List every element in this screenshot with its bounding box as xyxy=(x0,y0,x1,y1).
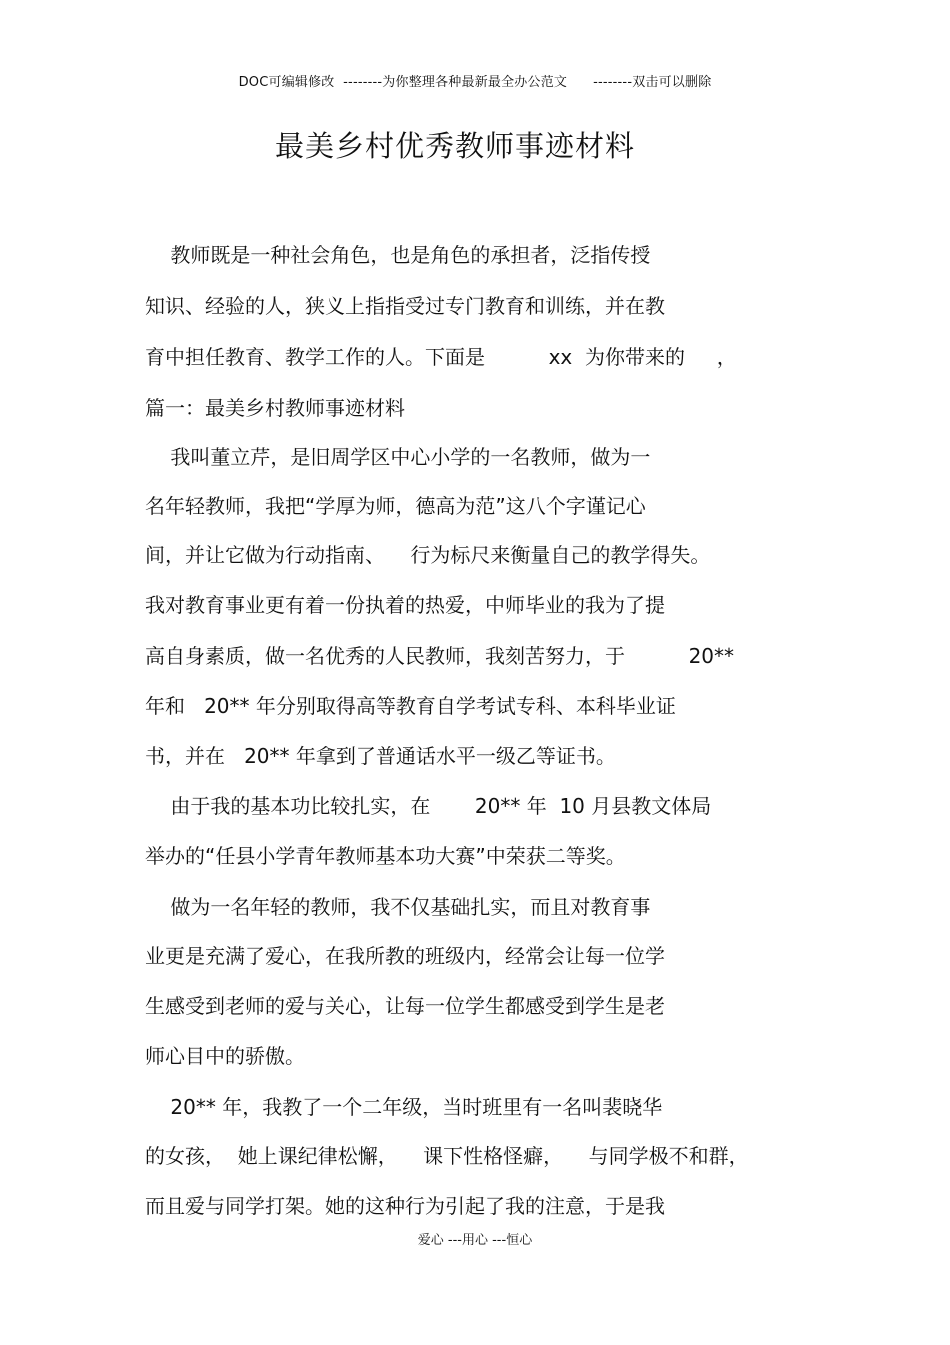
body-line: 举办的“任县小学青年教师基本功大赛”中荣获二等奖。 xyxy=(145,844,626,868)
body-line: 高自身素质，做一名优秀的人民教师，我刻苦努力，于 20** xyxy=(145,644,735,668)
body-line: 我对教育事业更有着一份执着的热爱，中师毕业的我为了提 xyxy=(145,593,665,617)
body-line: 业更是充满了爱心，在我所教的班级内，经常会让每一位学 xyxy=(145,944,665,968)
body-line: 而且爱与同学打架。她的这种行为引起了我的注意，于是我 xyxy=(145,1194,665,1218)
body-line: 年和 20** 年分别取得高等教育自学考试专科、本科毕业证 xyxy=(145,694,676,718)
body-line: 20** 年，我教了一个二年级，当时班里有一名叫裴晓华 xyxy=(145,1095,663,1119)
body-line: 育中担任教育、教学工作的人。下面是 xx 为你带来的 ， xyxy=(145,345,737,369)
body-line: 我叫董立芹，是旧周学区中心小学的一名教师，做为一 xyxy=(145,445,651,469)
body-line: 名年轻教师，我把“学厚为师，德高为范”这八个字谨记心 xyxy=(145,494,646,518)
body-line: 做为一名年轻的教师，我不仅基础扎实，而且对教育事 xyxy=(145,895,651,919)
body-line: 书，并在 20** 年拿到了普通话水平一级乙等证书。 xyxy=(145,744,616,768)
body-line: 知识、经验的人，狭义上指指受过专门教育和训练，并在教 xyxy=(145,294,665,318)
body-line: 篇一：最美乡村教师事迹材料 xyxy=(145,396,405,420)
document-title: 最美乡村优秀教师事迹材料 xyxy=(274,129,635,163)
page-header: DOC可编辑修改 --------为你整理各种最新最全办公范文 --------双击可以删除 xyxy=(238,75,712,90)
body-line: 师心目中的骄傲。 xyxy=(145,1044,305,1068)
body-line: 生感受到老师的爱与关心，让每一位学生都感受到学生是老 xyxy=(145,994,665,1018)
body-line: 教师既是一种社会角色，也是角色的承担者，泛指传授 xyxy=(145,243,651,267)
body-line: 由于我的基本功比较扎实，在 20** 年 10 月县教文体局 xyxy=(145,794,712,818)
body-line: 间，并让它做为行动指南、 行为标尺来衡量自己的教学得失。 xyxy=(145,543,711,567)
body-line: 的女孩， 她上课纪律松懈， 课下性格怪癖， 与同学极不和群， xyxy=(145,1144,749,1168)
page-footer: 爱心 ---用心 ---恒心 xyxy=(417,1233,533,1248)
